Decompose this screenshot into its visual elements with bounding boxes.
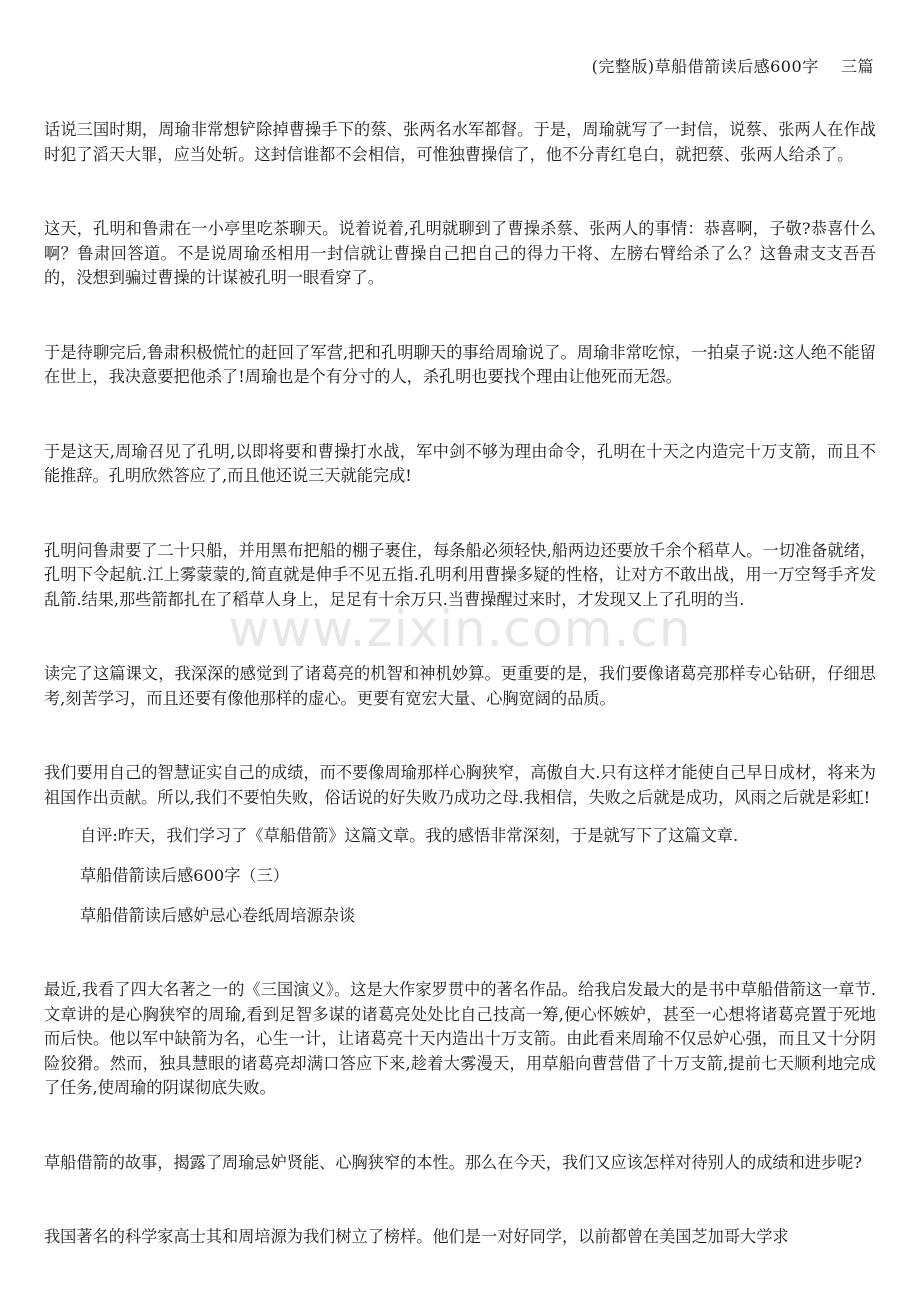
paragraph-3: 于是待聊完后,鲁肃积极慌忙的赶回了军营,把和孔明聊天的事给周瑜说了。周瑜非常吃惊，一拍桌子说:这人绝不能留在世上，我决意要把他杀了!周瑜也是个有分寸的人，杀孔明也要找个理由让他死而无怨。 (44, 342, 876, 386)
document-body (44, 118, 876, 1300)
paragraph-7: 我们要用自己的智慧证实自己的成绩，而不要像周瑜那样心胸狭窄，高傲自大.只有这样才能使自己早日成材，将来为祖国作出贡献。所以,我们不要怕失败，俗话说的好失败乃成功之母.我相信，失败之后就是成功，风雨之后就是彩虹! (44, 763, 876, 807)
section-subtitle: 草船借箭读后感妒忌心卷纸周培源杂谈 (80, 906, 356, 925)
paragraph-10: 我国著名的科学家高士其和周培源为我们树立了榜样。他们是一对好同学，以前都曾在美国芝加哥大学求 (44, 1227, 789, 1246)
paragraph-4: 于是这天,周瑜召见了孔明,以即将要和曹操打水战，军中剑不够为理由命令，孔明在十天之内造完十万支箭，而且不能推辞。孔明欣然答应了,而且他还说三天就能完成! (44, 441, 876, 485)
section-heading: 草船借箭读后感600字（三） (80, 866, 289, 885)
watermark: www.zixin.com.cn (228, 600, 692, 658)
paragraph-1: 话说三国时期，周瑜非常想铲除掉曹操手下的蔡、张两名水军都督。于是，周瑜就写了一封信，说蔡、张两人在作战时犯了滔天大罪，应当处斩。这封信谁都不会相信，可惟独曹操信了，他不分青红皂白，就把蔡、张两人给杀了。 (44, 120, 876, 164)
self-comment: 自评:昨天，我们学习了《草船借箭》这篇文章。我的感悟非常深刻，于是就写下了这篇文章. (80, 826, 739, 845)
page-header-title: (完整版)草船借箭读后感600字 三篇 (591, 57, 874, 76)
paragraph-5: 孔明问鲁肃要了二十只船，并用黑布把船的棚子裹住，每条船必须轻快,船两边还要放千余个稻草人。一切准备就绪，孔明下令起航.江上雾蒙蒙的,简直就是伸手不见五指.孔明利用曹操多疑的性格，让对方不敢出战，用一万空弩手齐发乱箭.结果,那些箭都扎在了稻草人身上，足足有十余万只.当曹操醒过来时，才发现又上了孔明的当. (44, 540, 876, 609)
paragraph-9: 草船借箭的故事，揭露了周瑜忌妒贤能、心胸狭窄的本性。那么在今天，我们又应该怎样对待别人的成绩和进步呢? (44, 1152, 863, 1172)
paragraph-2: 这天，孔明和鲁肃在一小亭里吃茶聊天。说着说着,孔明就聊到了曹操杀蔡、张两人的事情：恭喜啊，子敬?恭喜什么啊？鲁肃回答道。不是说周瑜丞相用一封信就让曹操自己把自己的得力干将、左膀右臂给杀了么？这鲁肃支支吾吾的，没想到骗过曹操的计谋被孔明一眼看穿了。 (44, 219, 876, 287)
paragraph-8: 最近,我看了四大名著之一的《三国演义》。这是大作家罗贯中的著名作品。给我启发最大的是书中草船借箭这一章节.文章讲的是心胸狭窄的周瑜,看到足智多谋的诸葛亮处处比自己技高一筹,便心怀嫉妒，甚至一心想将诸葛亮置于死地而后快。他以军中缺箭为名，心生一计，让诸葛亮十天内造出十万支箭。由此看来周瑜不仅忌妒心强，而且又十分阴险狡猾。然而，独具慧眼的诸葛亮却满口答应下来,趁着大雾漫天，用草船向曹营借了十万支箭,提前七天顺利地完成了任务,使周瑜的阴谋彻底失败。 (44, 980, 876, 1097)
paragraph-6: 读完了这篇课文，我深深的感觉到了诸葛亮的机智和神机妙算。更重要的是，我们要像诸葛亮那样专心钻研，仔细思考,刻苦学习，而且还要有像他那样的虚心。更要有宽宏大量、心胸宽阔的品质。 (44, 664, 876, 708)
